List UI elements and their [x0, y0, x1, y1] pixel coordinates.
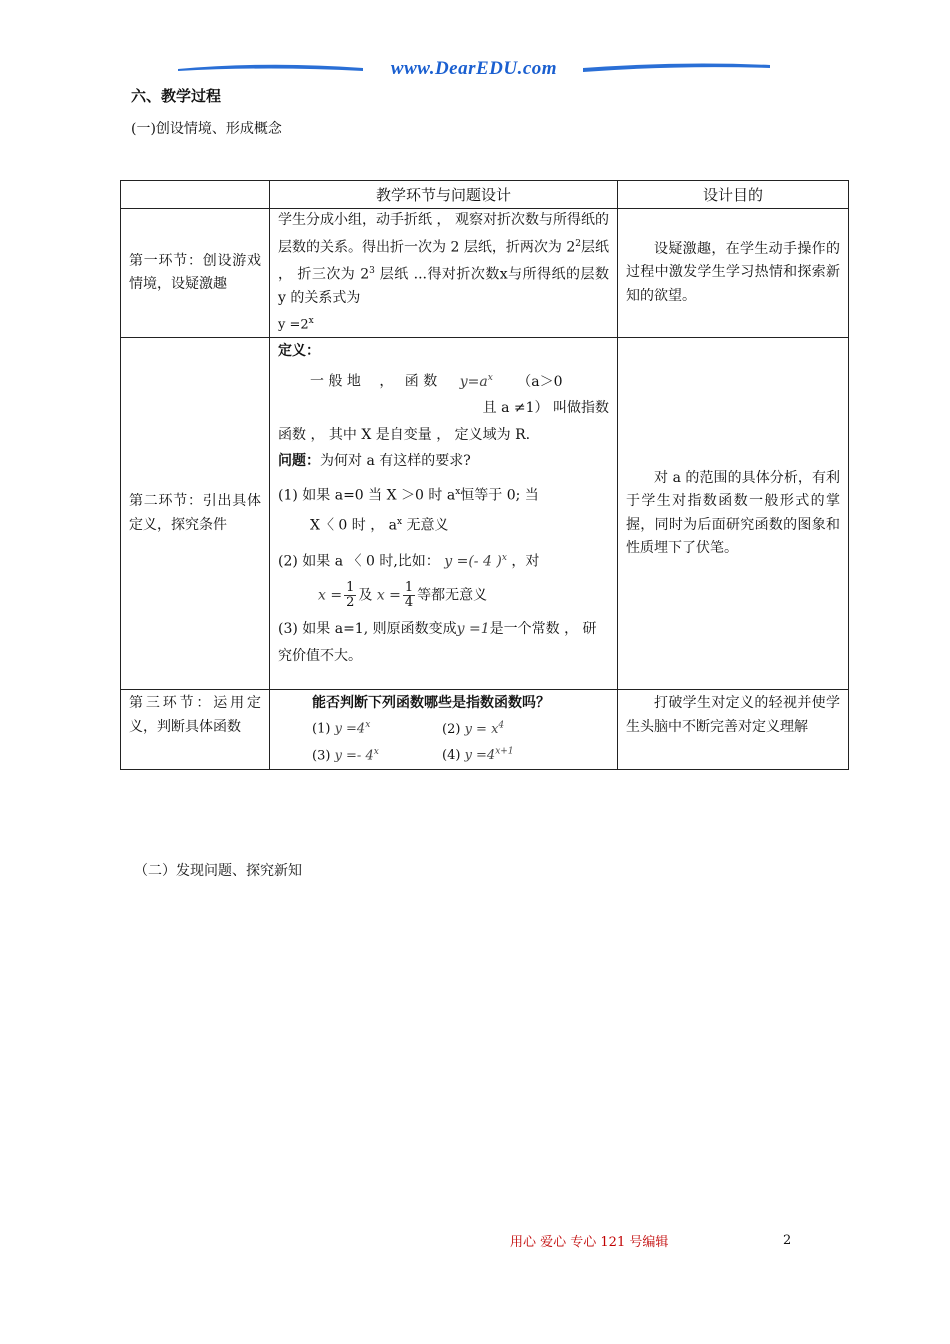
page-number: 2 — [783, 1233, 792, 1248]
table-row — [121, 690, 849, 770]
definition-label: 定义： — [278, 343, 320, 360]
table-row — [121, 209, 849, 338]
example-formula: y =(- 4 ) — [444, 553, 502, 570]
judge-question: 能否判断下列函数哪些是指数函数吗？ — [312, 695, 550, 712]
question-label: 问题： — [278, 453, 320, 470]
function-list — [278, 714, 609, 767]
design-cell — [270, 690, 618, 770]
list-item: (4) $y =4^{x+1}$ — [442, 746, 514, 764]
lesson-table — [120, 180, 849, 770]
header-cell-stage — [121, 181, 270, 209]
purpose-cell: 设疑激趣，在学生动手操作的过程中激发学生学习热情和探索新知的欲望。 — [618, 209, 849, 338]
table-header-row — [121, 181, 849, 209]
site-brand: www.DearEDU.com — [390, 58, 558, 79]
row1-text: 学生分成小组，动手折纸 ， 观察对折次数与所得纸的层数的关系。得出折一次为 2 层纸，折两次为 2 — [278, 212, 609, 256]
exp-function-formula: y=a — [459, 373, 488, 390]
stage-cell: 第二环节：引出具体定义，探究条件 — [121, 338, 270, 690]
site-header-banner — [178, 56, 770, 84]
list-item: (2) $y = x^4$ — [442, 720, 505, 737]
purpose-cell: 打破学生对定义的轻视并使学生头脑中不断完善对定义理解 — [618, 690, 849, 770]
purpose-cell: 对 a 的范围的具体分析，有利于学生对指数函数一般形式的掌握，同时为后面研究函数的图象和性质埋下了伏笔。 — [618, 338, 849, 690]
header-cell-purpose: 设计目的 — [618, 181, 849, 209]
fraction-one-half: $\frac{1}{2}$ — [346, 580, 355, 611]
subsection-title-1: (一)创设情境、形成概念 — [131, 121, 282, 137]
section-title: 六、教学过程 — [131, 87, 222, 105]
row1-formula: y =2 — [278, 317, 309, 333]
stage-cell: 第一环节：创设游戏情境，设疑激趣 — [121, 209, 270, 338]
subsection-title-2: （二）发现问题、探究新知 — [134, 863, 302, 879]
design-cell: 学生分成小组，动手折纸 ， 观察对折次数与所得纸的层数的关系。得出折一次为 2 层纸，折两次为 $2^2$层纸 ， 折三次为 $2^3$ 层纸 ...得对折次数x与所得纸的层数 y 的关系式为 $y =2^x$ — [270, 209, 618, 338]
footer-editor-note: 用心 爱心 专心 121 号编辑 — [510, 1235, 669, 1250]
stage-cell: 第三环节：运用定义，判断具体函数 — [121, 690, 270, 770]
list-item: (3) y =- 4$^x$ — [312, 746, 379, 764]
table-row — [121, 338, 849, 690]
design-cell: 定义： 一 般 地 ， 函 数 $y=a^x$ （a＞0 且 a ≠1） 叫做指数 函数 ， 其中 X 是自变量 ， 定义域为 R. 问题：为何对 a 有这样的要求? (1) 如果 a=0 当 X ＞0 时 $a^x$恒等于 0; 当 X〈 0 时 ， $a^x$ 无意义 (2) 如果 a 〈 0 时,比如： y =(- 4 )$^x$ ，对 x = $\frac{1}{2}$ 及 x = $\frac{1}{4}$ 等都无意义 (3) 如果 a=1, 则原函数变成y =1是一个常数 ， 研究价值不大。 — [270, 338, 618, 690]
fraction-one-quarter: $\frac{1}{4}$ — [404, 580, 414, 611]
header-cell-design: 教学环节与问题设计 — [270, 181, 618, 209]
list-item: (1) $y =4^x$ — [312, 720, 371, 737]
